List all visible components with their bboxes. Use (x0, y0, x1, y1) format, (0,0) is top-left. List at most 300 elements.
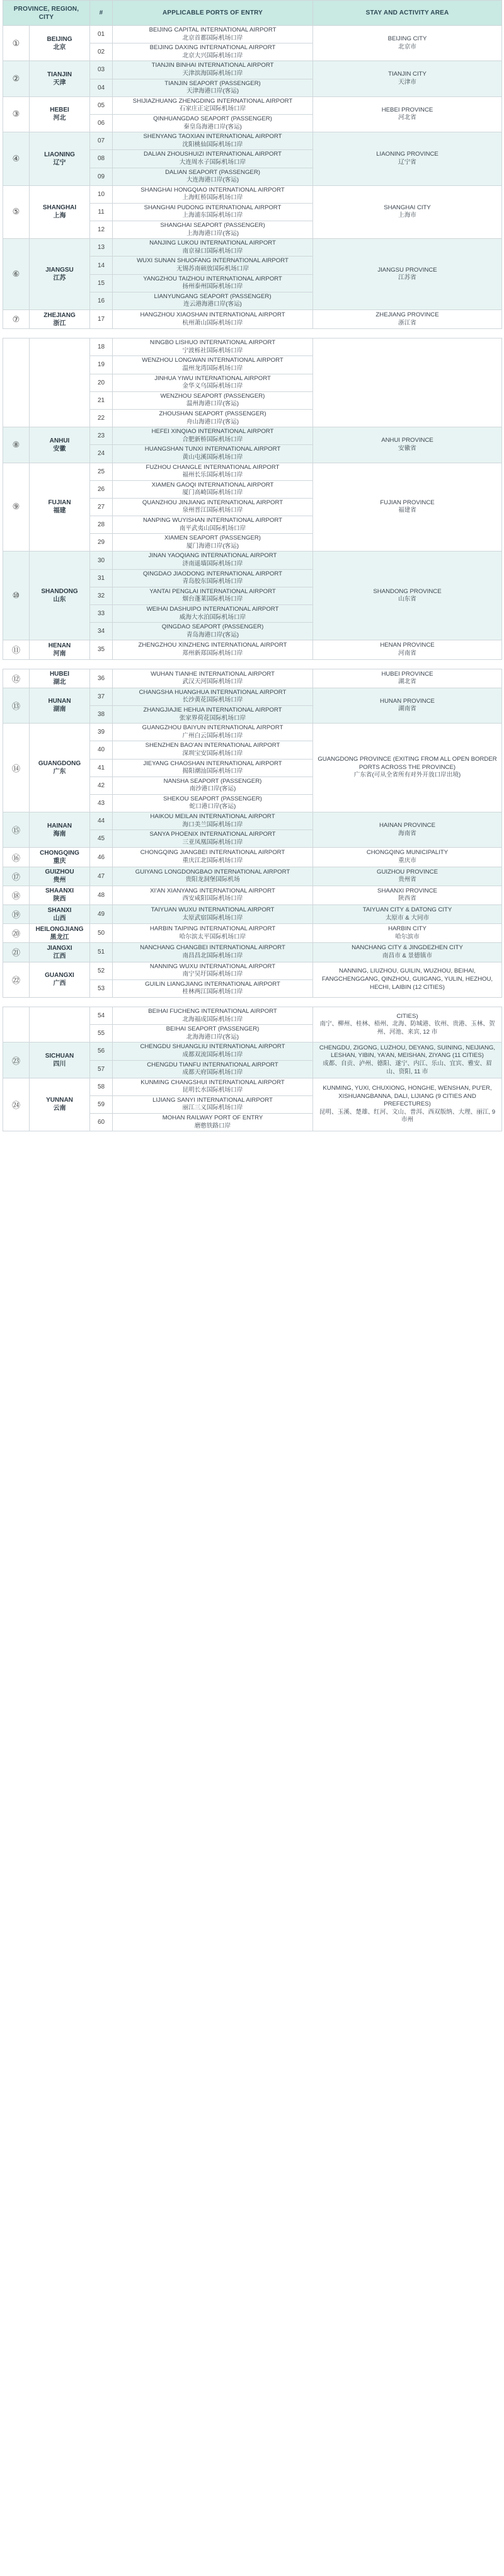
region-name-cell (30, 886, 90, 904)
region-name-cell (30, 61, 90, 96)
port-name-en: BEIHAI FUCHENG INTERNATIONAL AIRPORT (148, 1007, 277, 1015)
port-number: 09 (90, 168, 113, 185)
port-number: 18 (90, 338, 113, 356)
port-name-en: QINGDAO JIAODONG INTERNATIONAL AIRPORT (142, 570, 283, 577)
port-name-cn: 福州长乐国际机场口岸 (182, 471, 243, 479)
port-name-cn: 北海海港口岸(客运) (186, 1033, 239, 1041)
port-of-entry (113, 605, 313, 623)
port-of-entry (113, 463, 313, 480)
port-name-en: MOHAN RAILWAY PORT OF ENTRY (162, 1114, 263, 1122)
region-name-cell (30, 848, 90, 867)
stay-area-cn: 陕西省 (398, 895, 416, 903)
stay-area-en: CHENGDU, ZIGONG, LUZHOU, DEYANG, SUINING, NEIJIANG, LESHAN, YIBIN, YA'AN, MEISHAN, ZIYANG (11 CITIES) (319, 1044, 496, 1060)
table-row (3, 924, 502, 943)
region-index: ⑤ (3, 185, 30, 239)
port-name-cn: 舟山海港口岸(客运) (186, 418, 239, 425)
stay-area-cell (313, 463, 502, 552)
port-name-en: GUIYANG LONGDONGBAO INTERNATIONAL AIRPORT (135, 868, 290, 875)
port-of-entry (113, 391, 313, 409)
region-index: ㉓ (3, 1043, 30, 1078)
stay-area-cn: 河北省 (398, 114, 416, 122)
table-row (3, 239, 502, 257)
port-of-entry (113, 374, 313, 391)
port-of-entry (113, 96, 313, 114)
stay-area-en: TIANJIN CITY (388, 71, 427, 78)
region-name-cell (30, 185, 90, 239)
port-number: 31 (90, 569, 113, 587)
stay-area-en: ZHEJIANG PROVINCE (375, 311, 439, 318)
region-name-en: BEIJING (47, 35, 72, 43)
port-name-cn: 长沙黄花国际机场口岸 (182, 696, 243, 704)
port-number: 20 (90, 374, 113, 391)
region-index: ㉑ (3, 943, 30, 962)
region-name-en: HEBEI (50, 107, 69, 114)
region-name-cell (30, 943, 90, 962)
stay-area-en: SHANGHAI CITY (384, 204, 431, 211)
stay-area-en: HARBIN CITY (388, 925, 427, 933)
port-name-en: HARBIN TAIPING INTERNATIONAL AIRPORT (149, 925, 276, 933)
stay-area-cell (313, 427, 502, 463)
port-number: 25 (90, 463, 113, 480)
port-name-en: CHONGQING JIANGBEI INTERNATIONAL AIRPORT (140, 849, 285, 857)
port-name-en: JINHUA YIWU INTERNATIONAL AIRPORT (154, 374, 271, 382)
region-name-cell (30, 688, 90, 723)
region-name-en: HAINAN (47, 822, 72, 829)
port-of-entry (113, 924, 313, 943)
table-row (3, 905, 502, 924)
region-index: ㉔ (3, 1078, 30, 1131)
stay-area-cn: 河南省 (398, 649, 416, 657)
port-number: 37 (90, 688, 113, 705)
region-index: ⑰ (3, 867, 30, 886)
port-name-cn: 南平武夷山国际机场口岸 (179, 524, 246, 532)
stay-area-cell (313, 239, 502, 310)
stay-area-cell (313, 61, 502, 96)
region-index: ① (3, 26, 30, 61)
table-row (3, 886, 502, 904)
port-number: 16 (90, 292, 113, 309)
port-name-en: KUNMING CHANGSHUI INTERNATIONAL AIRPORT (140, 1078, 285, 1086)
stay-area-cn: 安徽省 (398, 444, 416, 452)
stay-area-en: SHANDONG PROVINCE (373, 587, 442, 595)
port-name-cn: 无锡苏南硕放国际机场口岸 (176, 265, 249, 273)
port-name-en: TIANJIN BINHAI INTERNATIONAL AIRPORT (151, 62, 274, 69)
stay-area-cn: 重庆市 (398, 857, 416, 865)
region-index: ⑥ (3, 239, 30, 310)
port-name-cn: 宁波栎社国际机场口岸 (182, 347, 243, 354)
column-header-number: # (90, 1, 113, 26)
region-index (3, 338, 30, 427)
port-name-en: BEIHAI SEAPORT (PASSENGER) (166, 1025, 260, 1033)
port-of-entry (113, 1095, 313, 1113)
stay-area-en: FUJIAN PROVINCE (380, 499, 435, 506)
port-of-entry (113, 1043, 313, 1060)
stay-area-en: KUNMING, YUXI, CHUXIONG, HONGHE, WENSHAN, PU'ER, XISHUANGBANNA, DALI, LIJIANG (9 CITIES AND PREFECTURES) (323, 1084, 492, 1108)
port-name-cn: 武汉天河国际机场口岸 (182, 678, 243, 686)
port-number: 46 (90, 848, 113, 867)
port-name-en: HANGZHOU XIAOSHAN INTERNATIONAL AIRPORT (140, 311, 285, 318)
table-row (3, 463, 502, 480)
port-name-en: WEIHAI DASHUIPO INTERNATIONAL AIRPORT (146, 606, 279, 613)
port-name-en: QUANZHOU JINJIANG INTERNATIONAL AIRPORT (142, 499, 284, 506)
region-index: ⑭ (3, 724, 30, 812)
port-name-cn: 哈尔滨太平国际机场口岸 (179, 933, 246, 940)
port-of-entry (113, 1114, 313, 1131)
port-name-en: CHENGDU TIANFU INTERNATIONAL AIRPORT (147, 1061, 278, 1068)
stay-area-cn: 上海市 (398, 212, 416, 219)
port-name-cn: 桂林两江国际机场口岸 (182, 988, 243, 996)
stay-area-cell (313, 338, 502, 427)
port-number: 48 (90, 886, 113, 904)
port-name-en: BEIJING DAXING INTERNATIONAL AIRPORT (149, 44, 276, 52)
stay-area-cell (313, 1078, 502, 1131)
port-of-entry (113, 777, 313, 794)
region-name-cell (30, 26, 90, 61)
region-name-en: ZHEJIANG (43, 311, 76, 319)
region-index: ⑲ (3, 905, 30, 924)
region-name-en: SHAANXI (45, 887, 74, 895)
region-name-cell (30, 338, 90, 427)
stay-area-en: TAIYUAN CITY & DATONG CITY (362, 906, 452, 913)
region-name-en: FUJIAN (48, 499, 71, 507)
port-name-en: YANTAI PENGLAI INTERNATIONAL AIRPORT (149, 587, 276, 595)
region-name-en: TIANJIN (47, 71, 72, 79)
port-of-entry (113, 168, 313, 185)
stay-area-cn: 辽宁省 (398, 158, 416, 166)
port-name-en: WUXI SUNAN SHUOFANG INTERNATIONAL AIRPORT (137, 257, 289, 265)
region-name-en: HEILONGJIANG (35, 925, 84, 933)
port-name-en: LIJIANG SANYI INTERNATIONAL AIRPORT (152, 1096, 273, 1104)
port-of-entry (113, 1025, 313, 1043)
stay-area-cn: 福建省 (398, 507, 416, 514)
port-name-en: QINHUANGDAO SEAPORT (PASSENGER) (153, 115, 272, 122)
port-of-entry (113, 830, 313, 848)
region-name-cn: 河南 (53, 650, 66, 657)
port-of-entry (113, 26, 313, 43)
port-name-cn: 黄山屯溪国际机场口岸 (182, 453, 243, 461)
region-name-en: SICHUAN (45, 1053, 74, 1060)
port-of-entry (113, 724, 313, 741)
region-name-cell (30, 669, 90, 688)
table-row (3, 1007, 502, 1024)
port-of-entry (113, 498, 313, 516)
port-name-en: XIAMEN SEAPORT (PASSENGER) (164, 534, 261, 542)
port-number: 36 (90, 669, 113, 688)
stay-area-cn: 湖北省 (398, 678, 416, 686)
port-of-entry (113, 61, 313, 79)
port-number: 07 (90, 132, 113, 150)
port-name-cn: 张家界荷花国际机场口岸 (179, 714, 246, 722)
port-of-entry (113, 445, 313, 463)
region-index (3, 1007, 30, 1042)
region-name-cn: 辽宁 (53, 159, 66, 166)
port-name-cn: 厦门高崎国际机场口岸 (182, 489, 243, 497)
stay-area-cn: 贵州省 (398, 876, 416, 884)
port-number: 19 (90, 356, 113, 374)
stay-area-cell (313, 640, 502, 659)
column-header-province: PROVINCE, REGION, CITY (3, 1, 90, 26)
stay-area-cn: 太原市 & 大同市 (385, 914, 430, 921)
port-name-en: NANNING WUXU INTERNATIONAL AIRPORT (149, 962, 276, 970)
table-row (3, 962, 502, 979)
port-number: 47 (90, 867, 113, 886)
region-name-cn: 江苏 (53, 275, 66, 282)
stay-area-cn: 昆明、玉溪、楚雄、红河、文山、普洱、西双版纳、大理、丽江, 9 市州 (319, 1108, 496, 1124)
region-name-en: JIANGXI (47, 944, 72, 952)
port-name-cn: 烟台蓬莱国际机场口岸 (182, 596, 243, 603)
port-number: 44 (90, 812, 113, 830)
port-name-cn: 北京大兴国际机场口岸 (182, 52, 243, 59)
port-number: 12 (90, 221, 113, 239)
port-name-cn: 秦皇岛海港口岸(客运) (183, 123, 242, 130)
stay-area-cell (313, 1007, 502, 1042)
table-header-row (3, 1, 502, 26)
region-name-cn: 广西 (53, 980, 66, 988)
port-of-entry (113, 310, 313, 329)
port-number: 34 (90, 623, 113, 640)
region-name-cell (30, 812, 90, 848)
stay-area-en: NANNING, LIUZHOU, GUILIN, WUZHOU, BEIHAI, FANGCHENGGANG, QINZHOU, GUIGANG, YULIN, HEZHOU, HECHI, LAIBIN (12 CITIES) (321, 967, 493, 991)
port-number: 01 (90, 26, 113, 43)
stay-area-en: SHAANXI PROVINCE (377, 887, 437, 894)
stay-area-cn: 浙江省 (398, 319, 416, 326)
region-name-cell (30, 962, 90, 997)
port-of-entry (113, 221, 313, 239)
stay-area-en: LIAONING PROVINCE (376, 151, 438, 158)
region-name-en: GUIZHOU (45, 869, 74, 876)
port-name-en: NANJING LUKOU INTERNATIONAL AIRPORT (149, 240, 276, 247)
port-name-cn: 金华义乌国际机场口岸 (182, 383, 243, 390)
port-of-entry (113, 239, 313, 257)
stay-area-cell (313, 962, 502, 997)
region-name-en: YUNNAN (46, 1097, 73, 1104)
port-name-en: DALIAN ZHOUSHUIZI INTERNATIONAL AIRPORT (144, 151, 282, 158)
port-name-cn: 温州龙湾国际机场口岸 (182, 364, 243, 372)
port-of-entry (113, 794, 313, 812)
port-name-en: NANCHANG CHANGBEI INTERNATIONAL AIRPORT (140, 944, 285, 952)
port-number: 03 (90, 61, 113, 79)
stay-area-en: HENAN PROVINCE (380, 642, 435, 649)
port-name-cn: 泉州晋江国际机场口岸 (182, 507, 243, 514)
port-name-cn: 丽江三义国际机场口岸 (182, 1104, 243, 1112)
port-name-cn: 扬州泰州国际机场口岸 (182, 283, 243, 291)
port-number: 24 (90, 445, 113, 463)
region-name-en: HENAN (48, 642, 71, 649)
region-name-cn: 安徽 (53, 445, 66, 453)
port-of-entry (113, 534, 313, 552)
port-number: 32 (90, 587, 113, 604)
port-of-entry (113, 812, 313, 830)
port-of-entry (113, 43, 313, 61)
port-of-entry (113, 114, 313, 132)
port-number: 28 (90, 516, 113, 534)
visa-free-transit-table (0, 0, 504, 1131)
port-number: 17 (90, 310, 113, 329)
stay-area-cell (313, 310, 502, 329)
port-name-en: ZHENGZHOU XINZHENG INTERNATIONAL AIRPORT (138, 642, 287, 649)
region-index: ⑯ (3, 848, 30, 867)
region-index: ⑦ (3, 310, 30, 329)
port-of-entry (113, 669, 313, 688)
table-row (3, 132, 502, 150)
port-number: 02 (90, 43, 113, 61)
port-of-entry (113, 1078, 313, 1095)
port-number: 35 (90, 640, 113, 659)
region-name-cn: 上海 (53, 212, 66, 220)
port-of-entry (113, 905, 313, 924)
region-name-cell (30, 924, 90, 943)
region-name-cn: 四川 (53, 1061, 66, 1068)
port-name-en: HAIKOU MEILAN INTERNATIONAL AIRPORT (150, 813, 275, 821)
port-of-entry (113, 203, 313, 221)
port-number: 26 (90, 480, 113, 498)
port-name-en: NANPING WUYISHAN INTERNATIONAL AIRPORT (142, 517, 283, 524)
region-name-cn: 重庆 (53, 858, 66, 865)
region-name-cn: 山西 (53, 915, 66, 922)
stay-area-cell (313, 688, 502, 723)
port-number: 56 (90, 1043, 113, 1060)
port-name-cn: 青岛胶东国际机场口岸 (182, 578, 243, 586)
port-name-en: SHEKOU SEAPORT (PASSENGER) (163, 795, 262, 802)
port-name-cn: 广州白云国际机场口岸 (182, 732, 243, 739)
port-name-en: TIANJIN SEAPORT (PASSENGER) (164, 79, 261, 87)
stay-area-en: HUNAN PROVINCE (380, 697, 435, 705)
region-name-cell (30, 640, 90, 659)
port-name-en: WUHAN TIANHE INTERNATIONAL AIRPORT (151, 670, 275, 678)
port-name-cn: 北海福成国际机场口岸 (182, 1015, 243, 1023)
table-row (3, 640, 502, 659)
region-name-cn: 天津 (53, 79, 66, 87)
table-row (3, 96, 502, 114)
port-of-entry (113, 848, 313, 867)
table-row (3, 943, 502, 962)
port-number: 59 (90, 1095, 113, 1113)
region-name-cell (30, 463, 90, 552)
stay-area-cn: 湖南省 (398, 705, 416, 713)
port-number: 08 (90, 150, 113, 168)
stay-area-cell (313, 132, 502, 186)
port-name-en: NINGBO LISHUO INTERNATIONAL AIRPORT (149, 339, 276, 347)
port-name-en: SHANGHAI PUDONG INTERNATIONAL AIRPORT (144, 204, 282, 211)
port-name-cn: 太原武宿国际机场口岸 (182, 914, 243, 921)
port-number: 41 (90, 759, 113, 777)
port-number: 15 (90, 274, 113, 292)
port-number: 51 (90, 943, 113, 962)
region-index: ④ (3, 132, 30, 186)
stay-area-en: ANHUI PROVINCE (381, 437, 433, 444)
region-name-en: CHONGQING (40, 850, 79, 857)
port-name-en: JINAN YAOQIANG INTERNATIONAL AIRPORT (148, 552, 277, 560)
port-of-entry (113, 292, 313, 309)
region-name-cell (30, 1078, 90, 1131)
stay-area-cell (313, 924, 502, 943)
port-name-cn: 沈阳桃仙国际机场口岸 (182, 141, 243, 148)
region-name-cn: 福建 (53, 507, 66, 515)
stay-area-cn: 江苏省 (398, 274, 416, 282)
stay-area-cn: 南昌市 & 景德镇市 (382, 952, 432, 959)
port-name-cn: 南沙港口岸(客运) (189, 785, 236, 793)
table-row (3, 688, 502, 705)
stay-area-en: GUANGDONG PROVINCE (EXITING FROM ALL OPEN BORDER PORTS ACROSS THE PROVINCE) (318, 756, 497, 771)
port-of-entry (113, 962, 313, 979)
region-name-cn: 广东 (53, 768, 66, 776)
port-name-en: BEIJING CAPITAL INTERNATIONAL AIRPORT (149, 26, 277, 33)
port-of-entry (113, 480, 313, 498)
port-of-entry (113, 623, 313, 640)
port-name-en: DALIAN SEAPORT (PASSENGER) (165, 168, 260, 176)
port-name-en: ZHANGJIAJIE HEHUA INTERNATIONAL AIRPORT (143, 706, 282, 713)
port-name-cn: 西安咸阳国际机场口岸 (182, 895, 243, 903)
port-name-cn: 青岛海港口岸(客运) (186, 631, 239, 638)
port-name-en: XI'AN XIANYANG INTERNATIONAL AIRPORT (150, 887, 275, 894)
port-number: 33 (90, 605, 113, 623)
port-name-cn: 大连海港口岸(客运) (186, 176, 239, 184)
column-header-ports: APPLICABLE PORTS OF ENTRY (113, 1, 313, 26)
table-row (3, 61, 502, 79)
port-name-cn: 天津滨海国际机场口岸 (182, 69, 243, 77)
port-name-en: GUANGZHOU BAIYUN INTERNATIONAL AIRPORT (142, 724, 284, 732)
port-name-cn: 北京首都国际机场口岸 (182, 34, 243, 42)
table-row (3, 1043, 502, 1060)
table-segment (3, 1007, 502, 1131)
region-name-cn: 海南 (53, 830, 66, 838)
table-row (3, 26, 502, 43)
stay-area-en: JIANGSU PROVINCE (377, 266, 437, 274)
port-name-cn: 上海海港口岸(客运) (186, 229, 239, 237)
port-number: 06 (90, 114, 113, 132)
stay-area-cell (313, 26, 502, 61)
region-name-en: JIANGSU (45, 267, 74, 274)
port-name-cn: 南宁吴圩国际机场口岸 (182, 971, 243, 978)
stay-area-en: HUBEI PROVINCE (381, 670, 433, 678)
port-name-cn: 三亚凤凰国际机场口岸 (182, 838, 243, 846)
region-name-en: LIAONING (44, 151, 75, 158)
port-number: 27 (90, 498, 113, 516)
stay-area-cell (313, 812, 502, 848)
region-name-cn: 江西 (53, 952, 66, 960)
port-name-cn: 大连周水子国际机场口岸 (179, 158, 246, 166)
stay-area-cell (313, 96, 502, 132)
region-index: ⑳ (3, 924, 30, 943)
table-row (3, 427, 502, 445)
region-index: ㉒ (3, 962, 30, 997)
port-name-en: CHENGDU SHUANGLIU INTERNATIONAL AIRPORT (140, 1043, 285, 1051)
stay-area-cn: 北京市 (398, 43, 416, 50)
region-name-cell (30, 552, 90, 640)
port-name-cn: 昆明长水国际机场口岸 (182, 1087, 243, 1094)
stay-area-cn: 广东省(可从全省所有对外开放口岸出境) (353, 771, 461, 779)
region-name-en: SHANXI (47, 906, 72, 914)
region-index: ⑱ (3, 886, 30, 904)
region-name-cn: 黑龙江 (50, 933, 69, 941)
port-name-en: JIEYANG CHAOSHAN INTERNATIONAL AIRPORT (143, 760, 282, 767)
port-of-entry (113, 427, 313, 445)
port-name-en: SHIJIAZHUANG ZHENGDING INTERNATIONAL AIRPORT (132, 97, 293, 105)
port-name-cn: 连云港海港口岸(客运) (183, 301, 242, 308)
region-name-cell (30, 132, 90, 186)
port-of-entry (113, 688, 313, 705)
stay-area-en: HAINAN PROVINCE (379, 822, 436, 829)
port-of-entry (113, 759, 313, 777)
port-number: 23 (90, 427, 113, 445)
stay-area-cn: 天津市 (398, 79, 416, 86)
region-name-en: GUANGDONG (38, 760, 81, 768)
region-name-cn: 山东 (53, 596, 66, 604)
port-of-entry (113, 257, 313, 274)
port-number: 50 (90, 924, 113, 943)
region-name-cell (30, 867, 90, 886)
region-index: ⑩ (3, 552, 30, 640)
